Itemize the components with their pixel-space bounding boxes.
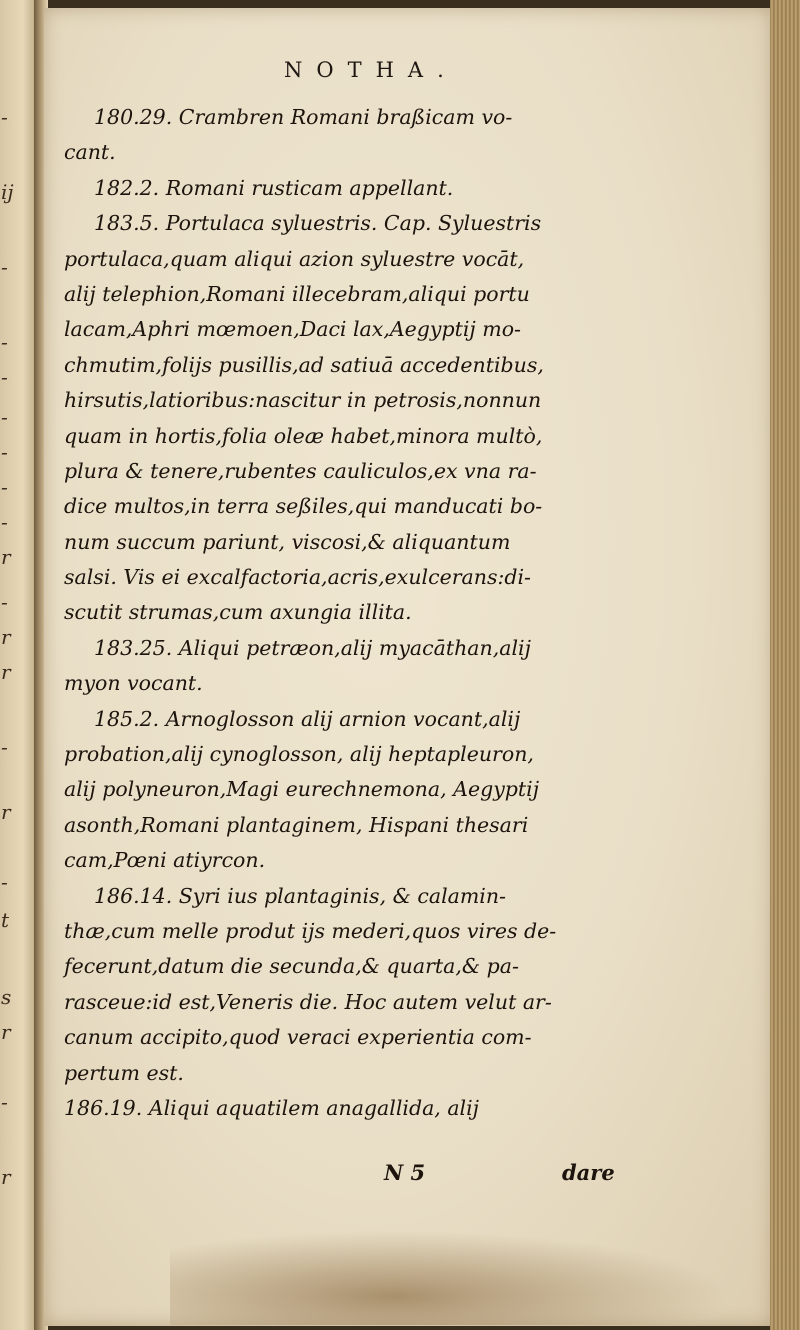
text-line: 186.19. Aliqui aquatilem anagallida, alij [64,1095,480,1120]
text-line: 185.2. Arnoglosson alij arnion vocant,alij [94,706,521,731]
text-line: thæ,cum melle produt ijs mederi,quos vires de- [64,918,557,943]
margin-glyph: t [1,908,10,932]
text-line: asonth,Romani plantaginem, Hispani thesari [64,812,529,837]
margin-glyph: - [1,510,8,534]
margin-glyph: - [1,105,8,129]
text-line: dice multos,in terra seßiles,qui manducati bo- [64,494,543,519]
page-text [64,100,624,1126]
margin-glyph: r [1,1020,11,1044]
text-line: plura & tenere,rubentes cauliculos,ex vna ra- [64,458,537,483]
facing-page-edge [0,0,38,1330]
signature-mark: N 5 [384,1160,426,1185]
text-line: alij telephion,Romani illecebram,aliqui portu [64,281,530,306]
text-line: 183.25. Aliqui petræon,alij myacāthan,alij [94,635,531,660]
margin-glyph: - [1,365,8,389]
margin-glyph: - [1,870,8,894]
margin-glyph: - [1,255,8,279]
running-header: NOTHA. [284,58,458,82]
text-line: quam in hortis,folia oleæ habet,minora multò, [64,423,543,448]
text-line: pertum est. [64,1060,184,1085]
water-stain [170,1230,730,1325]
text-line: portulaca,quam aliqui azion syluestre vocāt, [64,246,525,271]
margin-glyph: r [1,625,11,649]
margin-glyph: r [1,800,11,824]
margin-glyph: - [1,735,8,759]
text-line: rasceue:id est,Veneris die. Hoc autem velut ar- [64,989,552,1014]
text-line: fecerunt,datum die secunda,& quarta,& pa- [64,954,519,979]
page-edges [770,0,800,1330]
text-line: 182.2. Romani rusticam appellant. [94,175,454,200]
text-line: hirsutis,latioribus:nascitur in petrosis,nonnun [64,388,542,413]
text-line: cant. [64,140,116,165]
text-line: canum accipito,quod veraci experientia com- [64,1025,532,1050]
margin-glyph: r [1,1165,11,1189]
text-line: probation,alij cynoglosson, alij heptapleuron, [64,742,534,767]
text-line: scutit strumas,cum axungia illita. [64,600,412,625]
margin-glyph: r [1,660,11,684]
text-line: lacam,Aphri mœmoen,Daci lax,Aegyptij mo- [64,317,521,342]
margin-glyph: s [1,985,12,1009]
text-line: num succum pariunt, viscosi,& aliquantum [64,529,511,554]
text-line: 186.14. Syri ius plantaginis, & calamin- [94,883,506,908]
text-line: cam,Pœni atiyrcon. [64,848,266,873]
text-line: 183.5. Portulaca syluestris. Cap. Syluestris [94,211,542,236]
catchword: dare [562,1160,615,1185]
margin-glyph: r [1,545,11,569]
margin-glyph: - [1,440,8,464]
margin-glyph: - [1,1090,8,1114]
margin-glyph: - [1,590,8,614]
margin-glyph: - [1,475,8,499]
text-line: chmutim,folijs pusillis,ad satiuā accedentibus, [64,352,544,377]
text-line: 180.29. Crambren Romani braßicam vo- [94,105,513,129]
text-line: myon vocant. [64,671,203,696]
margin-glyph: ij [1,180,14,204]
margin-glyph: - [1,330,8,354]
text-line: alij polyneuron,Magi eurechnemona, Aegyptij [64,777,540,802]
text-line: salsi. Vis ei excalfactoria,acris,exulcerans:di- [64,565,531,590]
margin-glyph: - [1,405,8,429]
